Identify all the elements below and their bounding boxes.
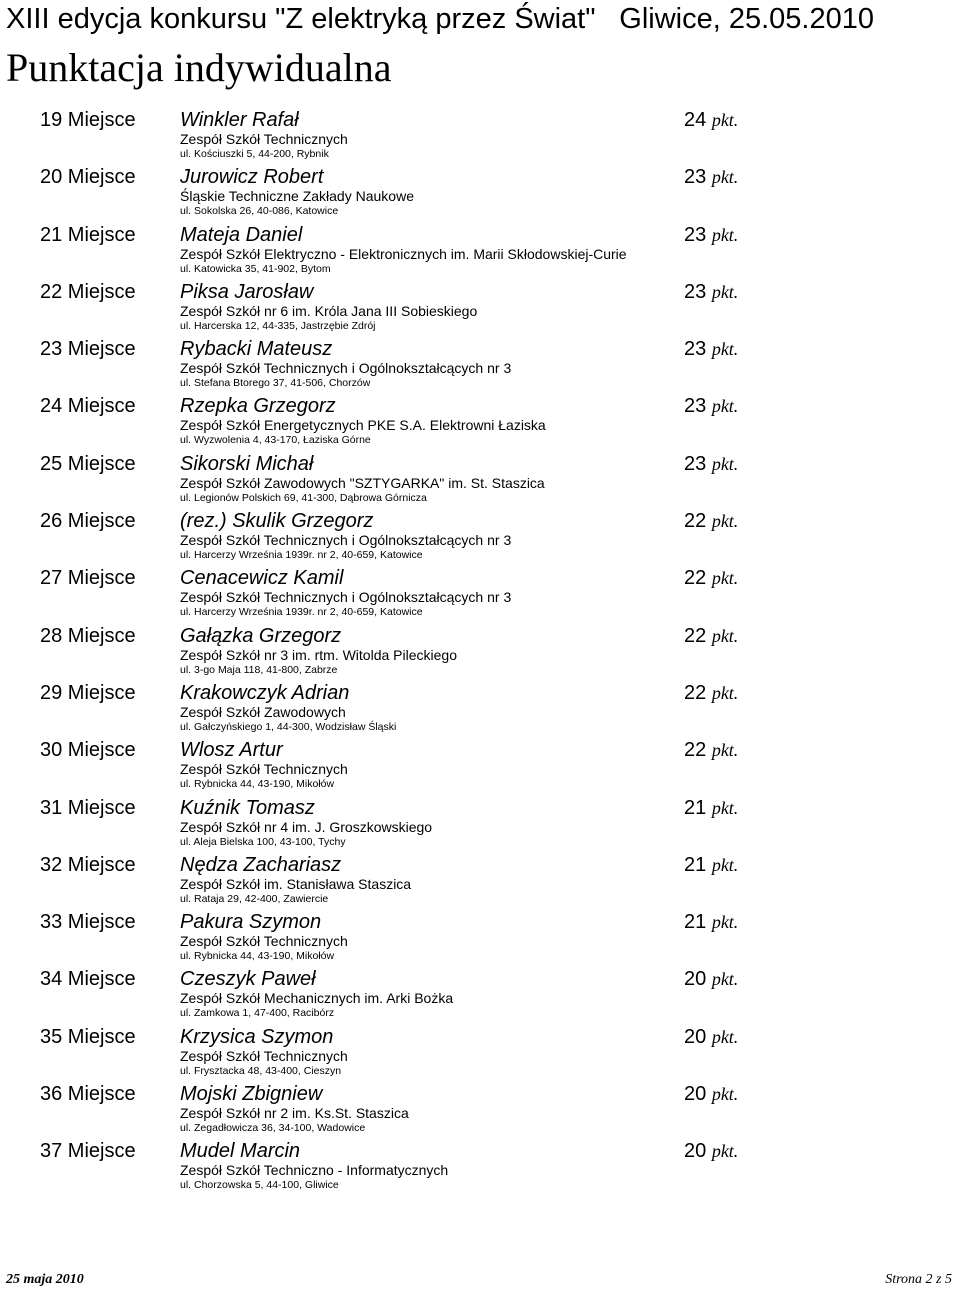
points-score [684, 624, 738, 648]
ranking-entry [0, 738, 960, 795]
participant-name: (rez.) Skulik Grzegorz [180, 510, 374, 533]
points-value: 21 [684, 796, 707, 819]
points-unit: pkt. [711, 854, 739, 875]
points-score [684, 738, 738, 762]
ranking-entry [0, 853, 960, 910]
points-score [684, 967, 738, 991]
ranking-entry [0, 223, 960, 280]
points-score [684, 853, 738, 877]
ranking-entry [0, 165, 960, 222]
ranking-entry [0, 967, 960, 1024]
ranking-entry [0, 452, 960, 509]
school-address: ul. Chorzowska 5, 44-100, Gliwice [180, 1179, 339, 1192]
points-score [684, 509, 738, 533]
points-score [684, 681, 738, 705]
school-address: ul. Rybnicka 44, 43-190, Mikołów [180, 778, 335, 791]
school-name: Zespół Szkół Energetycznych PKE S.A. Elektrowni Łaziska [180, 417, 546, 434]
points-unit: pkt. [711, 1026, 739, 1047]
participant-name: Pakura Szymon [180, 911, 322, 934]
place-label: 35 Miejsce [40, 1025, 136, 1048]
place-label: 24 Miejsce [40, 395, 136, 418]
school-address: ul. Zegadłowicza 36, 34-100, Wadowice [180, 1122, 366, 1135]
participant-name: Krakowczyk Adrian [180, 681, 350, 704]
participant-name: Piksa Jarosław [180, 280, 314, 303]
points-unit: pkt. [711, 511, 739, 532]
school-name: Zespół Szkół Elektryczno - Elektronicznych im. Marii Skłodowskiej-Curie [180, 245, 627, 262]
school-name: Zespół Szkół Technicznych [180, 761, 348, 778]
points-value: 23 [684, 280, 707, 303]
points-score [684, 452, 738, 476]
points-unit: pkt. [711, 682, 739, 703]
points-value: 21 [684, 853, 707, 876]
school-address: ul. Harcerzy Września 1939r. nr 2, 40-659, Katowice [180, 606, 423, 619]
points-score [684, 223, 738, 247]
place-label: 26 Miejsce [40, 510, 136, 533]
place-label: 22 Miejsce [40, 280, 136, 303]
footer-page-number: Strona 2 z 5 [885, 1272, 952, 1287]
school-address: ul. Zamkowa 1, 47-400, Racibórz [180, 1007, 335, 1020]
points-value: 23 [684, 452, 707, 475]
points-score [684, 337, 738, 361]
place-label: 31 Miejsce [40, 796, 136, 819]
place-label: 25 Miejsce [40, 452, 136, 475]
participant-name: Rybacki Mateusz [180, 338, 333, 361]
place-label: 27 Miejsce [40, 567, 136, 590]
place-label: 36 Miejsce [40, 1083, 136, 1106]
school-address: ul. Aleja Bielska 100, 43-100, Tychy [180, 835, 346, 848]
points-value: 22 [684, 624, 707, 647]
school-address: ul. Legionów Polskich 69, 41-300, Dąbrowa Górnicza [180, 491, 427, 504]
contest-place-date: Gliwice, 25.05.2010 [619, 3, 874, 35]
points-score [684, 910, 738, 934]
school-name: Zespół Szkół Technicznych i Ogólnokształcących nr 3 [180, 589, 512, 606]
points-score [684, 108, 738, 132]
points-value: 22 [684, 510, 707, 533]
participant-name: Wlosz Artur [180, 739, 283, 762]
participant-name: Rzepka Grzegorz [180, 395, 336, 418]
points-score [684, 1139, 738, 1163]
points-value: 21 [684, 911, 707, 934]
ranking-entry [0, 509, 960, 566]
ranking-entry [0, 280, 960, 337]
school-address: ul. Harcerzy Września 1939r. nr 2, 40-659, Katowice [180, 549, 423, 562]
participant-name: Mojski Zbigniew [180, 1083, 323, 1106]
points-unit: pkt. [711, 224, 739, 245]
school-address: ul. Harcerska 12, 44-335, Jastrzębie Zdrój [180, 319, 376, 332]
points-unit: pkt. [711, 453, 739, 474]
place-label: 30 Miejsce [40, 739, 136, 762]
participant-name: Kuźnik Tomasz [180, 796, 315, 819]
place-label: 34 Miejsce [40, 968, 136, 991]
points-score [684, 394, 738, 418]
participant-name: Krzysica Szymon [180, 1025, 334, 1048]
place-label: 37 Miejsce [40, 1140, 136, 1163]
points-score [684, 796, 738, 820]
points-unit: pkt. [711, 740, 739, 761]
participant-name: Jurowicz Robert [180, 166, 324, 189]
school-address: ul. Stefana Btorego 37, 41-506, Chorzów [180, 377, 371, 390]
ranking-entry [0, 1025, 960, 1082]
ranking-entry [0, 394, 960, 451]
school-name: Zespół Szkół im. Stanisława Staszica [180, 875, 412, 892]
school-name: Zespół Szkół Technicznych i Ogólnokształcących nr 3 [180, 360, 512, 377]
ranking-entry [0, 108, 960, 165]
participant-name: Sikorski Michał [180, 452, 314, 475]
school-address: ul. Rybnicka 44, 43-190, Mikołów [180, 950, 335, 963]
participant-name: Mateja Daniel [180, 223, 303, 246]
place-label: 32 Miejsce [40, 853, 136, 876]
points-unit: pkt. [711, 625, 739, 646]
points-unit: pkt. [711, 1084, 739, 1105]
points-value: 20 [684, 1140, 707, 1163]
school-address: ul. Rataja 29, 42-400, Zawiercie [180, 892, 329, 905]
points-unit: pkt. [711, 568, 739, 589]
points-value: 20 [684, 968, 707, 991]
school-address: ul. Kościuszki 5, 44-200, Rybnik [180, 148, 329, 160]
participant-name: Nędza Zachariasz [180, 853, 342, 876]
school-address: ul. 3-go Maja 118, 41-800, Zabrze [180, 663, 338, 676]
place-label: 33 Miejsce [40, 911, 136, 934]
points-unit: pkt. [711, 281, 739, 302]
place-label: 28 Miejsce [40, 624, 136, 647]
points-unit: pkt. [711, 1141, 739, 1162]
points-value: 20 [684, 1025, 707, 1048]
participant-name: Winkler Rafał [180, 109, 299, 131]
place-label: 21 Miejsce [40, 223, 136, 246]
ranking-entry [0, 337, 960, 394]
contest-title: XIII edycja konkursu "Z elektryką przez Świat" [6, 3, 596, 35]
points-unit: pkt. [711, 797, 739, 818]
page-subtitle: Punktacja indywidualna [6, 45, 392, 90]
points-value: 24 [684, 109, 707, 131]
school-name: Zespół Szkół Technicznych [180, 131, 348, 147]
points-value: 22 [684, 567, 707, 590]
ranking-entry [0, 1082, 960, 1139]
ranking-entry [0, 1139, 960, 1196]
ranking-entry [0, 910, 960, 967]
school-name: Zespół Szkół Zawodowych [180, 703, 346, 720]
ranking-entry [0, 681, 960, 738]
points-value: 22 [684, 739, 707, 762]
place-label: 23 Miejsce [40, 338, 136, 361]
points-value: 22 [684, 681, 707, 704]
school-name: Zespół Szkół nr 6 im. Króla Jana III Sobieskiego [180, 302, 478, 319]
school-address: ul. Sokolska 26, 40-086, Katowice [180, 205, 339, 218]
school-address: ul. Wyzwolenia 4, 43-170, Łaziska Górne [180, 434, 371, 447]
points-unit: pkt. [711, 969, 739, 990]
points-score [684, 280, 738, 304]
school-name: Zespół Szkół nr 2 im. Ks.St. Staszica [180, 1105, 409, 1122]
school-name: Zespół Szkół Mechanicznych im. Arki Bożka [180, 990, 454, 1007]
school-name: Zespół Szkół Techniczno - Informatycznych [180, 1162, 449, 1179]
points-score [684, 1025, 738, 1049]
points-score [684, 566, 738, 590]
points-value: 23 [684, 395, 707, 418]
place-label: 29 Miejsce [40, 681, 136, 704]
ranking-list [0, 108, 960, 1197]
ranking-entry [0, 796, 960, 853]
points-value: 23 [684, 338, 707, 361]
school-name: Zespół Szkół Technicznych i Ogólnokształcących nr 3 [180, 532, 512, 549]
school-name: Zespół Szkół Zawodowych "SZTYGARKA" im. St. Staszica [180, 474, 545, 491]
school-address: ul. Katowicka 35, 41-902, Bytom [180, 262, 331, 275]
points-unit: pkt. [711, 110, 739, 130]
ranking-entry [0, 624, 960, 681]
points-value: 20 [684, 1083, 707, 1106]
participant-name: Mudel Marcin [180, 1140, 301, 1163]
school-name: Zespół Szkół nr 3 im. rtm. Witolda Pileckiego [180, 646, 457, 663]
ranking-entry [0, 566, 960, 623]
footer-date: 25 maja 2010 [6, 1272, 84, 1287]
school-name: Zespół Szkół nr 4 im. J. Groszkowskiego [180, 818, 433, 835]
participant-name: Cenacewicz Kamil [180, 567, 344, 590]
points-value: 23 [684, 166, 707, 189]
points-unit: pkt. [711, 167, 739, 188]
school-name: Zespół Szkół Technicznych [180, 1047, 348, 1064]
points-value: 23 [684, 223, 707, 246]
points-unit: pkt. [711, 912, 739, 933]
school-address: ul. Frysztacka 48, 43-400, Cieszyn [180, 1064, 342, 1077]
place-label: 20 Miejsce [40, 166, 136, 189]
points-unit: pkt. [711, 396, 739, 417]
points-score [684, 1082, 738, 1106]
participant-name: Czeszyk Paweł [180, 968, 316, 991]
place-label: 19 Miejsce [40, 109, 136, 131]
points-score [684, 165, 738, 189]
points-unit: pkt. [711, 339, 739, 360]
school-name: Śląskie Techniczne Zakłady Naukowe [180, 188, 414, 205]
school-name: Zespół Szkół Technicznych [180, 933, 348, 950]
participant-name: Gałązka Grzegorz [180, 624, 342, 647]
school-address: ul. Gałczyńskiego 1, 44-300, Wodzisław Śląski [180, 720, 397, 733]
